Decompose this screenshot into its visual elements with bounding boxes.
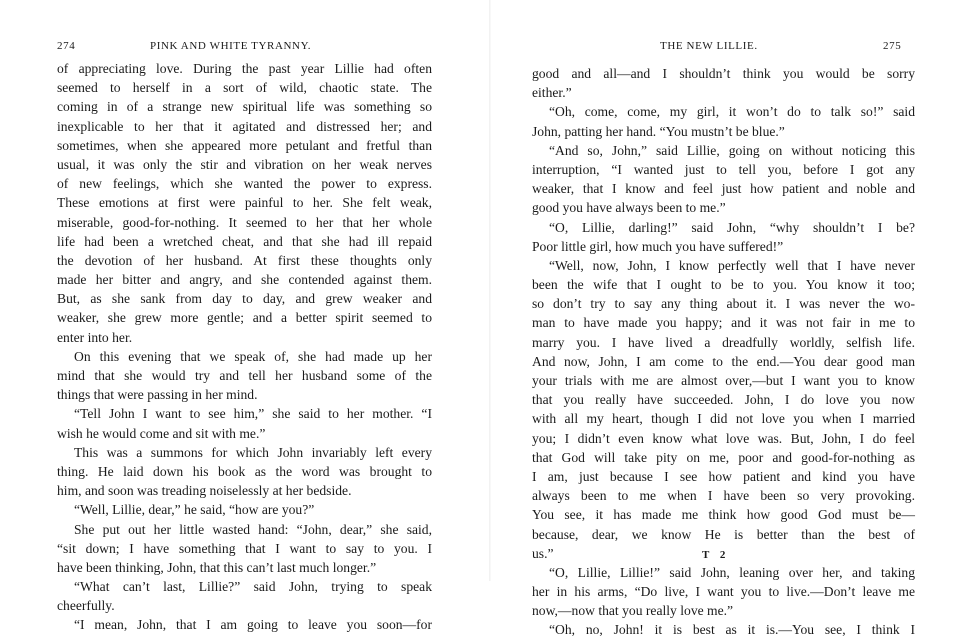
text-line: that God will take pity on me, poor and good-for-nothing as — [532, 449, 915, 465]
text-line: either.” — [532, 85, 572, 101]
text-line: “Well, Lillie, dear,” he said, “how are you?” — [74, 502, 315, 518]
text-line: seemed to herself in a sort of wild, chaotic state. The — [57, 80, 432, 96]
text-line: interruption, “I wanted just to tell you, before I got any — [532, 161, 915, 177]
text-line: the devotion of her husband. At first these thoughts only — [57, 252, 432, 268]
text-line: “And so, John,” said Lillie, going on without noticing this — [549, 142, 915, 158]
text-line: sometimes, when she appeared more petulant and fretful than — [57, 137, 432, 153]
text-line: been the wife that I ought to be to you. You know it too; — [532, 277, 915, 293]
text-line: “What can’t last, Lillie?” said John, trying to speak — [74, 579, 432, 595]
text-line: her in his arms, “Do live, I want you to live.—Don’t leave me — [532, 584, 915, 600]
page-number-left: 274 — [57, 40, 76, 52]
text-line: of appreciating love. During the past year Lillie had often — [57, 61, 432, 76]
text-line: This was a summons for which John invariably left every — [74, 444, 432, 460]
text-line: thing. He laid down his book as the word was brought to — [57, 463, 432, 479]
text-line: “Tell John I want to see him,” she said to her mother. “I — [74, 406, 432, 422]
text-line: have been thinking, John, that this can’t last much longer.” — [57, 559, 377, 575]
text-line: inexplicable to her that it agitated and distressed her; and — [57, 118, 432, 134]
text-line: miserable, good-for-nothing. It seemed to her that her whole — [57, 214, 432, 230]
text-line: wish he would come and sit with me.” — [57, 425, 266, 441]
text-line: him, and soon was treading noiselessly at her bedside. — [57, 483, 352, 499]
text-line: made her bitter and angry, and she contended against them. — [57, 272, 432, 288]
text-line: Poor little girl, how much you have suffered!” — [532, 238, 784, 254]
text-line: because, dear, we know He is better than the best of — [532, 526, 915, 542]
running-head-right: THE NEW LILLIE. — [660, 40, 758, 52]
text-line: On this evening that we speak of, she had made up her — [74, 348, 432, 364]
text-line: John, patting her hand. “You mustn’t be blue.” — [532, 123, 785, 139]
text-line: things that were passing in her mind. — [57, 387, 258, 403]
signature-mark: T 2 — [702, 549, 730, 561]
text-line: life had been a wretched cheat, and that she had ill repaid — [57, 233, 432, 249]
text-line: But, as she sank from day to day, and grew weaker and — [57, 291, 432, 307]
text-line: enter into her. — [57, 329, 133, 345]
text-line: you; I didn’t even know what love was. But, John, I do feel — [532, 430, 915, 446]
text-line: man to have made you happy; and it was not fair in me to — [532, 315, 915, 331]
left-page — [0, 0, 490, 633]
text-line: “sit down; I have something that I want to say to you. I — [57, 540, 432, 556]
text-line: good and all—and I shouldn’t think you would be sorry — [532, 66, 915, 81]
page-number-right: 275 — [883, 40, 902, 52]
running-head-left: PINK AND WHITE TYRANNY. — [150, 40, 312, 52]
text-line: weaker, that I know and feel just how patient and noble and — [532, 181, 915, 197]
text-line: always been to me when I have been so very provoking. — [532, 488, 915, 504]
text-line: usual, it was only the stir and vibration on her weak nerves — [57, 156, 432, 172]
text-line: of new feelings, which she wanted the power to express. — [57, 176, 432, 192]
text-line: And now, John, I am come to the end.—You dear good man — [532, 353, 915, 369]
text-line: marry you. I have lived a dreadfully worldly, selfish life. — [532, 334, 915, 350]
text-line: These emotions at first were painful to her. She felt weak, — [57, 195, 432, 211]
text-line: with all my heart, though I did not love you when I married — [532, 411, 915, 427]
text-line: that you really have succeeded. John, I do love you now — [532, 392, 915, 408]
left-page-text — [57, 59, 432, 635]
text-line: now,—now that you really love me.” — [532, 603, 734, 619]
right-page — [490, 0, 980, 638]
text-line: “Oh, no, John! it is best as it is.—You see, I think I — [549, 622, 915, 638]
text-line: You see, it has made me think how good God must be— — [532, 507, 915, 523]
text-line: cheerfully. — [57, 598, 115, 614]
text-line: so don’t try to say any thing about it. I was never the wo- — [532, 296, 915, 312]
text-line: “I mean, John, that I am going to leave you soon—for — [74, 617, 432, 633]
text-line: “O, Lillie, darling!” said John, “why shouldn’t I be? — [549, 219, 915, 235]
text-line: good you have always been to me.” — [532, 200, 726, 216]
text-line: “Well, now, John, I know perfectly well that I have never — [549, 257, 915, 273]
text-line: coming in of a strange new spiritual life was something so — [57, 99, 432, 115]
text-line: mind that she would try and tell her husband some of the — [57, 368, 432, 383]
text-line: us.” — [532, 545, 554, 561]
text-line: I am, just because I see how patient and kind you have — [532, 468, 915, 484]
text-line: “O, Lillie, Lillie!” said John, leaning over her, and taking — [549, 564, 915, 580]
text-line: weaker, she grew more gentle; and a better spirit seemed to — [57, 310, 432, 326]
text-line: “Oh, come, come, my girl, it won’t do to talk so!” said — [549, 104, 915, 120]
text-line: She put out her little wasted hand: “John, dear,” she said, — [74, 521, 432, 537]
text-line: your trials with me are almost over,—but I want you to know — [532, 373, 915, 388]
